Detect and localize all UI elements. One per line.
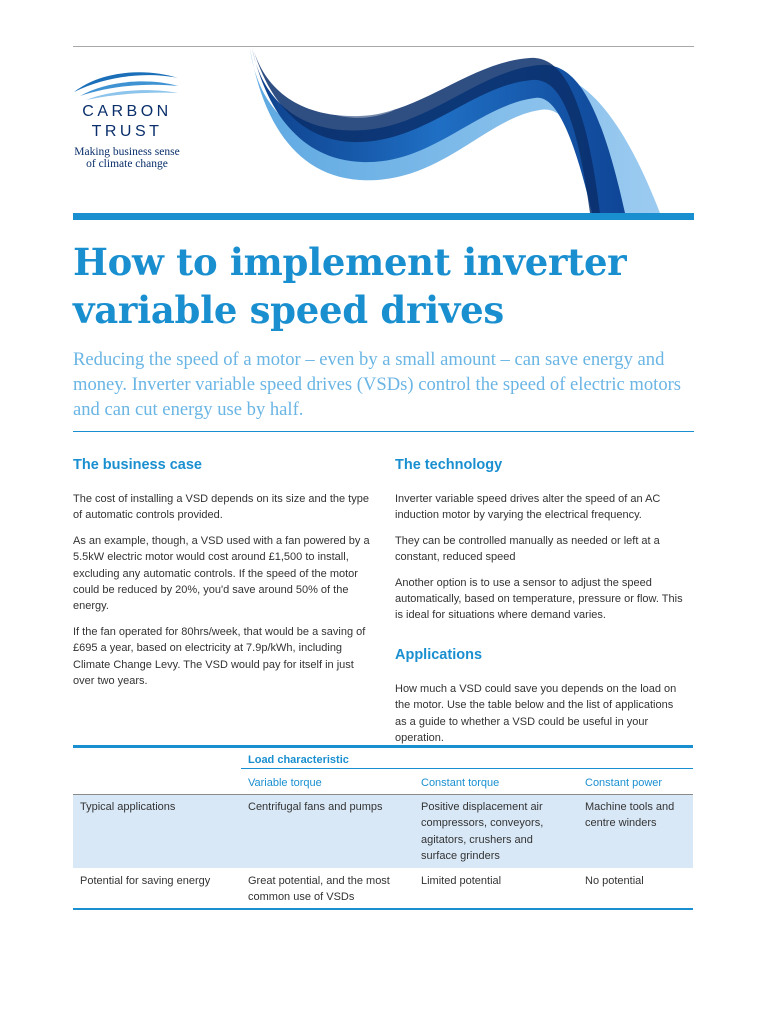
table-col-header-variable-torque: Variable torque bbox=[248, 777, 322, 789]
table-row-2-cell-1: Great potential, and the most common use of VSDs bbox=[248, 875, 390, 904]
decorative-wave-ribbon bbox=[0, 0, 768, 215]
table-row-1-cell-2: Positive displacement air compressors, conveyors, agitators, crushers and surface grinders bbox=[421, 801, 544, 863]
page-title-line2: variable speed drives bbox=[73, 288, 504, 332]
table-row-1-cell-3: Machine tools and centre winders bbox=[585, 801, 675, 830]
logo-word-carbon: CARBON bbox=[82, 103, 172, 120]
table-row-1-label: Typical applications bbox=[80, 801, 176, 813]
table-col-header-constant-torque: Constant torque bbox=[421, 777, 500, 789]
title-accent-bar bbox=[73, 213, 694, 220]
applications-paragraph: How much a VSD could save you depends on the load on the motor. Use the table below and the list of applications as a guide to whether a VSD could be useful in your operation. bbox=[395, 682, 677, 745]
table-row-2-cell-3: No potential bbox=[585, 875, 644, 887]
business-case-paragraph-1: The cost of installing a VSD depends on its size and the type of automatic controls provided. bbox=[73, 493, 369, 522]
business-case-heading: The business case bbox=[73, 457, 202, 473]
applications-heading: Applications bbox=[395, 646, 483, 663]
page-title bbox=[73, 238, 713, 334]
table-group-header: Load characteristic bbox=[248, 754, 349, 766]
page-title-line1: How to implement inverter bbox=[73, 240, 627, 284]
logo-tagline-line1: Making business sense bbox=[74, 146, 180, 158]
technology-heading: The technology bbox=[395, 457, 503, 473]
table-row-2-label: Potential for saving energy bbox=[80, 875, 211, 887]
logo-word-trust: TRUST bbox=[91, 123, 163, 140]
technology-paragraph-1: Inverter variable speed drives alter the speed of an AC induction motor by varying the electrical frequency. bbox=[395, 493, 661, 522]
table-row-2-cell-2: Limited potential bbox=[421, 875, 502, 887]
intro-paragraph: Reducing the speed of a motor – even by a small amount – can save energy and money. Inverter variable speed drives (VSDs) control the speed of electric motors and can cut energy use by half. bbox=[73, 349, 682, 420]
logo-tagline-line2: of climate change bbox=[86, 158, 168, 170]
technology-paragraph-3: Another option is to use a sensor to adjust the speed automatically, based on temperature, pressure or flow. This is ideal for situations where demand varies. bbox=[395, 576, 683, 622]
table-row-1-cell-1: Centrifugal fans and pumps bbox=[248, 801, 383, 813]
table-group-underline bbox=[241, 768, 693, 769]
business-case-section bbox=[73, 456, 373, 698]
business-case-paragraph-2: As an example, though, a VSD used with a fan powered by a 5.5kW electric motor would cost around £1,500 to install, excluding any automatic controls. If the speed of the motor could be reduced by 20%, you'd save around 50% of the energy. bbox=[73, 534, 370, 613]
table-top-bar bbox=[73, 745, 693, 748]
intro-divider bbox=[73, 431, 694, 432]
table-col-header-constant-power: Constant power bbox=[585, 777, 663, 789]
table-bottom-rule bbox=[73, 908, 693, 910]
technology-section bbox=[395, 456, 685, 755]
technology-paragraph-2: They can be controlled manually as needed or left at a constant, reduced speed bbox=[395, 534, 660, 564]
business-case-paragraph-3: If the fan operated for 80hrs/week, that would be a saving of £695 a year, based on electricity at 7.9p/kWh, including Climate Change Levy. The VSD would pay for itself in just over two years. bbox=[73, 625, 366, 688]
